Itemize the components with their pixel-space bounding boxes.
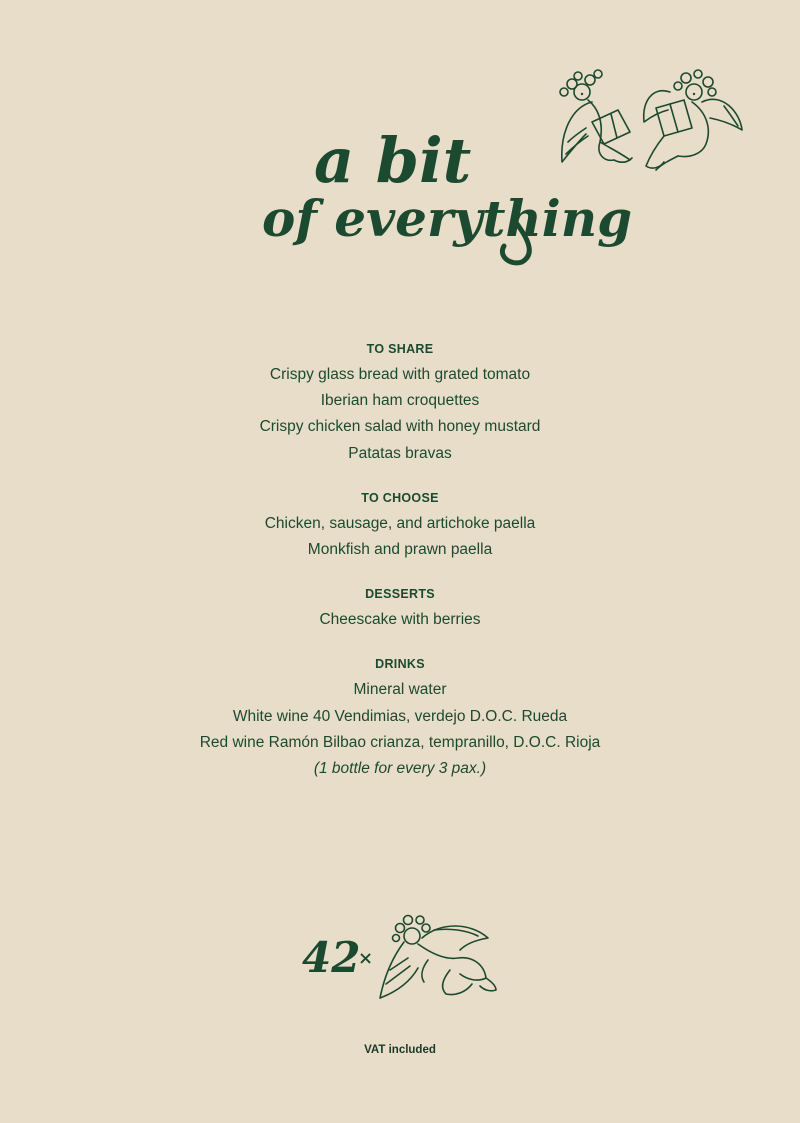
- title-line-2: of everything: [262, 189, 633, 248]
- title-line-1: a bit: [314, 124, 472, 197]
- angels-reading-illustration: [552, 62, 748, 174]
- section-heading: DRINKS: [375, 657, 425, 672]
- menu-item: Crispy chicken salad with honey mustard: [259, 418, 541, 436]
- menu-list: [0, 340, 800, 804]
- section-to-choose: [0, 489, 800, 563]
- angel-reclining-illustration: [380, 916, 496, 999]
- menu-item: Cheescake with berries: [319, 611, 481, 629]
- section-to-share: [0, 340, 800, 467]
- menu-item: Red wine Ramón Bilbao crianza, tempranillo, D.O.C. Rioja: [199, 733, 601, 751]
- section-desserts: [0, 585, 800, 633]
- vat-note: VAT included: [364, 1044, 436, 1056]
- menu-item: Monkfish and prawn paella: [307, 541, 493, 559]
- price-illustration: [300, 908, 500, 1004]
- menu-item: Crispy glass bread with grated tomato: [269, 366, 531, 383]
- drinks-note: (1 bottle for every 3 pax.): [313, 760, 487, 778]
- section-heading: TO SHARE: [366, 342, 434, 356]
- section-heading: TO CHOOSE: [361, 490, 439, 505]
- price-multiplier: ×: [358, 948, 374, 969]
- title-lettering: [258, 108, 633, 268]
- price-amount: 42: [302, 933, 361, 982]
- section-drinks: [0, 655, 800, 782]
- menu-item: White wine 40 Vendimias, verdejo D.O.C. Rueda: [232, 707, 568, 725]
- section-heading: DESSERTS: [365, 587, 435, 602]
- menu-item: Chicken, sausage, and artichoke paella: [264, 514, 536, 532]
- menu-item: Mineral water: [353, 681, 447, 699]
- menu-item: Iberian ham croquettes: [320, 392, 480, 410]
- menu-item: Patatas bravas: [348, 444, 452, 462]
